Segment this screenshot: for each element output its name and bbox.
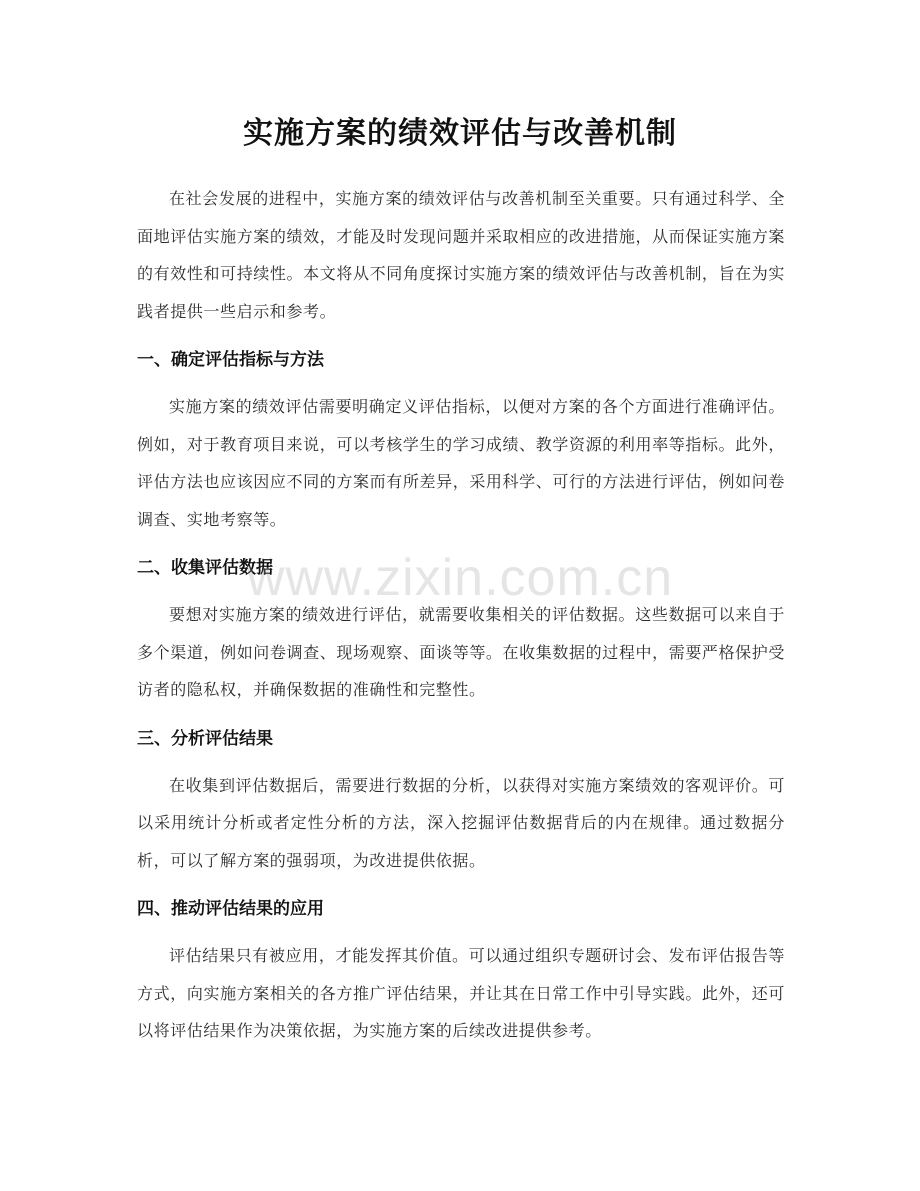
- section-1-paragraph: 实施方案的绩效评估需要明确定义评估指标，以便对方案的各个方面进行准确评估。例如，对于教育项目来说，可以考核学生的学习成绩、教学资源的利用率等指标。此外，评估方法也应该因应不同的方案而有所差异，采用科学、可行的方法进行评估，例如问卷调查、实地考察等。: [137, 397, 785, 529]
- section-4-heading: 四、推动评估结果的应用: [137, 899, 324, 919]
- intro-paragraph: 在社会发展的进程中，实施方案的绩效评估与改善机制至关重要。只有通过科学、全面地评估实施方案的绩效，才能及时发现问题并采取相应的改进措施，从而保证实施方案的有效性和可持续性。本文将从不同角度探讨实施方案的绩效评估与改善机制，旨在为实践者提供一些启示和参考。: [137, 189, 785, 321]
- page-title: 实施方案的绩效评估与改善机制: [243, 116, 677, 151]
- watermark-text: www.zixin.com.cn: [246, 549, 674, 607]
- document-body: [137, 180, 785, 1050]
- section-2-heading: 二、收集评估数据: [137, 558, 273, 578]
- section-3-heading: 三、分析评估结果: [137, 728, 273, 749]
- section-1-heading: 一、确定评估指标与方法: [137, 350, 324, 370]
- section-2-paragraph: 要想对实施方案的绩效进行评估，就需要收集相关的评估数据。这些数据可以来自于多个渠道，例如问卷调查、现场观察、面谈等等。在收集数据的过程中，需要严格保护受访者的隐私权，并确保数据的准确性和完整性。: [137, 605, 785, 699]
- section-3-paragraph: 在收集到评估数据后，需要进行数据的分析，以获得对实施方案绩效的客观评价。可以采用统计分析或者定性分析的方法，深入挖掘评估数据背后的内在规律。通过数据分析，可以了解方案的强弱项，为改进提供依据。: [137, 775, 785, 870]
- section-4-paragraph: 评估结果只有被应用，才能发挥其价值。可以通过组织专题研讨会、发布评估报告等方式，向实施方案相关的各方推广评估结果，并让其在日常工作中引导实践。此外，还可以将评估结果作为决策依据，为实施方案的后续改进提供参考。: [137, 946, 785, 1040]
